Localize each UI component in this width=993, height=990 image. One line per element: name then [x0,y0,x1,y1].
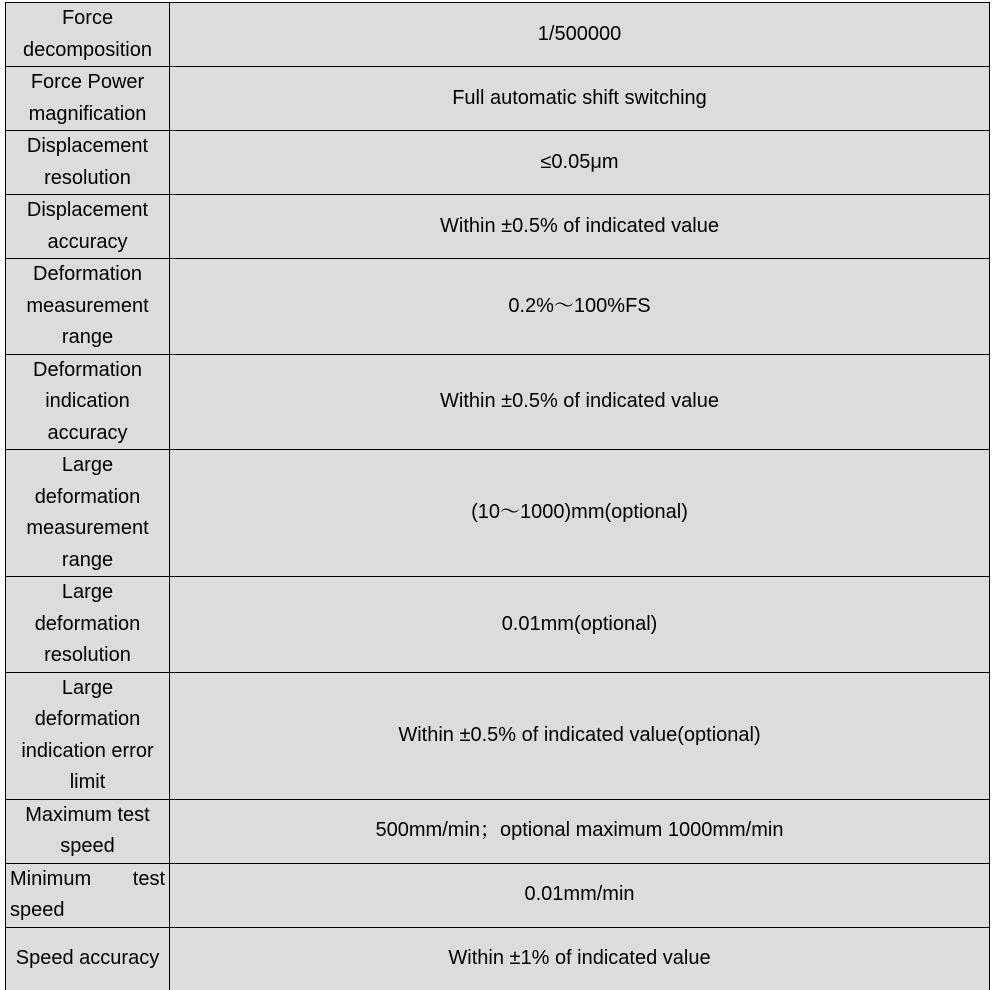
table-row [6,195,990,259]
value-cell: 500mm/min；optional maximum 1000mm/min [170,799,990,863]
value-cell: (10～1000)mm(optional) [170,450,990,577]
table-row [6,3,990,67]
parameter-cell: Displacement resolution [6,131,170,195]
value-cell: 0.01mm/min [170,863,990,927]
table-row [6,863,990,927]
table-row [6,67,990,131]
parameter-cell: Large deformation resolution [6,577,170,673]
spec-table [5,2,990,990]
value-cell: 0.01mm(optional) [170,577,990,673]
table-row [6,799,990,863]
value-cell: Within ±0.5% of indicated value [170,354,990,450]
table-row [6,672,990,799]
table-row [6,577,990,673]
table-row [6,131,990,195]
parameter-cell: Force Power magnification [6,67,170,131]
parameter-cell: Deformation indication accuracy [6,354,170,450]
value-cell: Within ±0.5% of indicated value [170,195,990,259]
table-row [6,259,990,355]
value-cell: Full automatic shift switching [170,67,990,131]
parameter-cell: Speed accuracy [6,927,170,990]
parameter-cell: Maximum test speed [6,799,170,863]
parameter-cell: Large deformation indication error limit [6,672,170,799]
value-cell: 1/500000 [170,3,990,67]
value-cell: 0.2%～100%FS [170,259,990,355]
parameter-cell: Displacement accuracy [6,195,170,259]
table-row [6,354,990,450]
parameter-cell: Minimum test speed [6,863,170,927]
parameter-cell: Force decomposition [6,3,170,67]
parameter-cell: Deformation measurement range [6,259,170,355]
parameter-cell: Large deformation measurement range [6,450,170,577]
value-cell: ≤0.05μm [170,131,990,195]
value-cell: Within ±0.5% of indicated value(optional) [170,672,990,799]
table-row [6,450,990,577]
value-cell: Within ±1% of indicated value [170,927,990,990]
